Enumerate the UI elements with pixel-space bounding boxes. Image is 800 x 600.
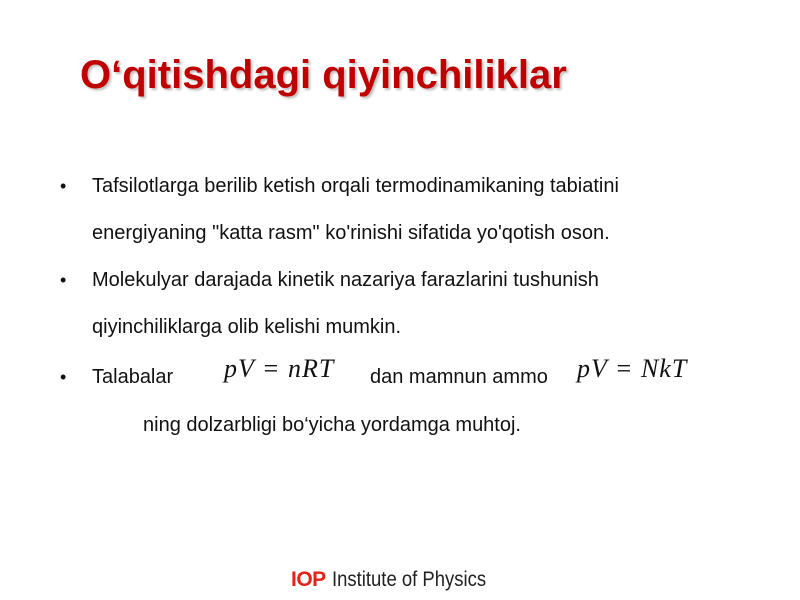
bullet-2-line-1: Molekulyar darajada kinetik nazariya farazlarini tushunish bbox=[92, 269, 599, 291]
bullet-3-text-middle: dan mamnun ammo bbox=[370, 366, 548, 388]
iop-logo-mark: IOP bbox=[291, 568, 326, 591]
bullet-2-marker: • bbox=[60, 270, 67, 290]
equation-pv-nrt: pV = nRT bbox=[224, 354, 335, 383]
bullet-1-marker: • bbox=[60, 176, 67, 196]
bullet-2-line-2: qiyinchiliklarga olib kelishi mumkin. bbox=[92, 316, 402, 338]
bullet-1-line-1: Tafsilotlarga berilib ketish orqali termodinamikaning tabiatini bbox=[92, 175, 619, 197]
bullet-3-line-2: ning dolzarbligi bo‘yicha yordamga muhtoj. bbox=[143, 414, 521, 436]
iop-logo bbox=[291, 568, 507, 594]
equation-pv-nkt: pV = NkT bbox=[577, 354, 688, 383]
bullet-1-line-2: energiyaning "katta rasm" ko'rinishi sifatida yo'qotish oson. bbox=[92, 222, 610, 244]
slide-title: O‘qitishdagi qiyinchiliklar bbox=[80, 53, 567, 97]
bullet-3-text-before: Talabalar bbox=[92, 366, 174, 388]
iop-logo-name: Institute of Physics bbox=[331, 568, 486, 591]
bullet-3-marker: • bbox=[60, 367, 67, 387]
